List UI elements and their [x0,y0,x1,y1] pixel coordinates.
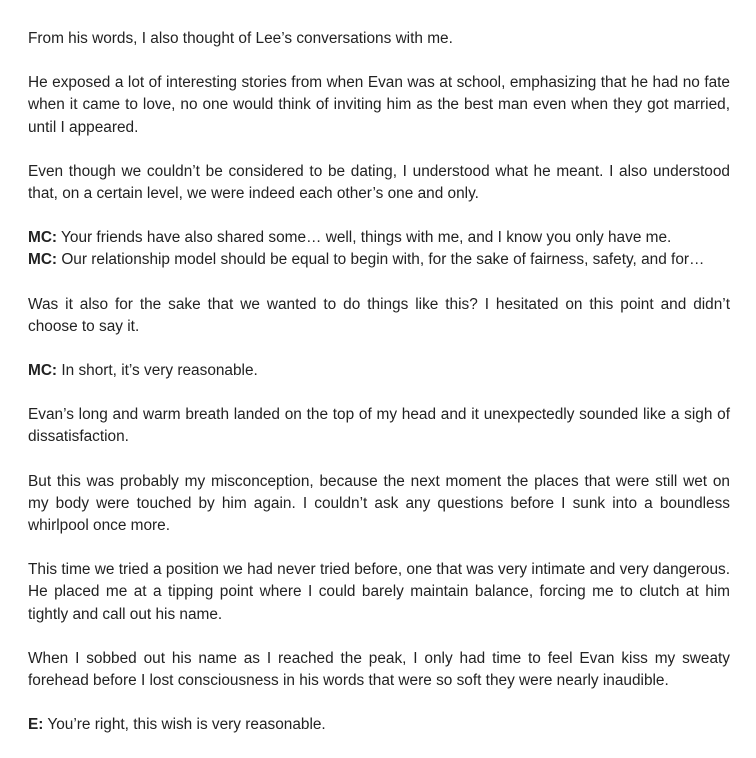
dialogue-line [28,249,730,271]
speaker-label: MC: [28,362,58,380]
dialogue-line [28,714,730,736]
dialogue-text: In short, it’s very reasonable. [57,362,258,380]
dialogue-text: Your friends have also shared some… well, things with me, and I know you only have me. [57,229,672,247]
dialogue-text: You’re right, this wish is very reasonable. [43,716,326,734]
paragraph: But this was probably my misconception, because the next moment the places that were still wet on my body were touched by him again. I couldn’t ask any questions before I sunk into a boundless whirlpool once more. [28,472,730,535]
speaker-label: MC: [28,229,58,247]
paragraph: Even though we couldn’t be considered to be dating, I understood what he meant. I also understood that, on a certain level, we were indeed each other’s one and only. [28,162,730,203]
dialogue-line [28,227,730,249]
paragraph: Was it also for the sake that we wanted to do things like this? I hesitated on this point and didn’t choose to say it. [28,295,730,335]
paragraph: From his words, I also thought of Lee’s conversations with me. [28,30,453,47]
paragraph: When I sobbed out his name as I reached the peak, I only had time to feel Evan kiss my sweaty forehead before I lost consciousness in his words that were so soft they were nearly inaudible. [28,649,730,690]
speaker-label: MC: [28,251,58,269]
speaker-label: E: [28,716,44,734]
dialogue-text: Our relationship model should be equal to begin with, for the sake of fairness, safety, and for… [57,251,705,269]
paragraph: This time we tried a position we had never tried before, one that was very intimate and very dangerous. He placed me at a tipping point where I could barely maintain balance, forcing me to clutch at him tightly and call out his name. [28,561,730,623]
dialogue-block [28,360,730,382]
dialogue-line [28,360,730,382]
paragraph: He exposed a lot of interesting stories from when Evan was at school, emphasizing that he had no fate when it came to love, no one would think of inviting him as the best man even when they got married, until I appeared. [28,74,730,136]
dialogue-block [28,714,730,736]
dialogue-block [28,227,730,271]
paragraph: Evan’s long and warm breath landed on the top of my head and it unexpectedly sounded like a sigh of dissatisfaction. [28,406,730,446]
